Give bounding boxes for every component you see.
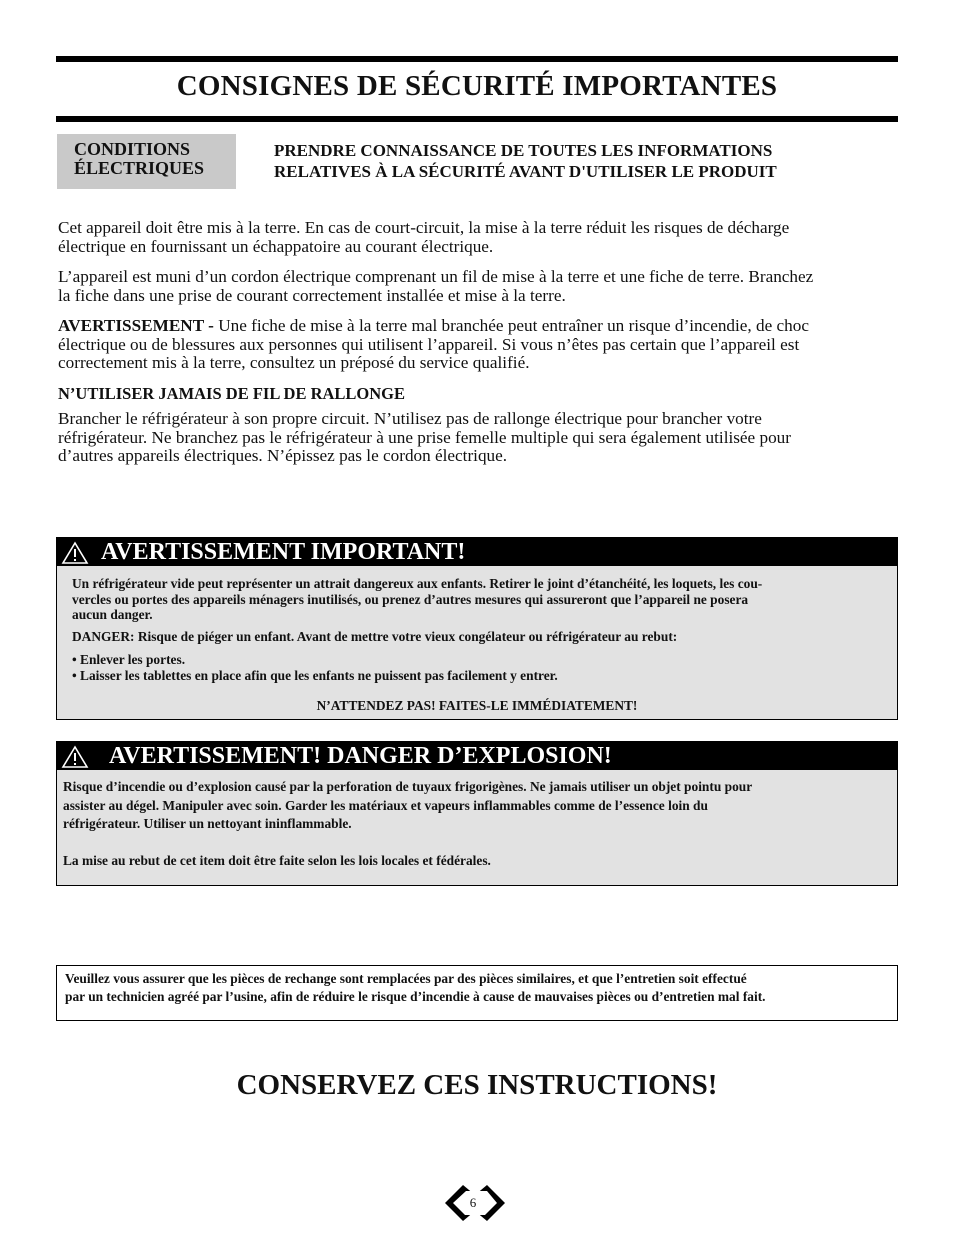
closing-line: N’ATTENDEZ PAS! FAITES-LE IMMÉDIATEMENT! xyxy=(316,698,638,713)
keep-instructions-title: CONSERVEZ CES INSTRUCTIONS! xyxy=(236,1069,718,1101)
paragraph-text: Une fiche de mise à la terre mal branchée peut entraîner un risque d’incendie, de choc xyxy=(213,316,809,335)
grounding-paragraph xyxy=(58,219,898,256)
paragraph-line: L’appareil est muni d’un cordon électrique comprenant un fil de mise à la terre et une fiche de terre. Branchez xyxy=(58,267,814,286)
explosion-warning-text xyxy=(63,778,752,834)
paragraph-line: Brancher le réfrigérateur à son propre circuit. N’utilisez pas de rallonge électrique pour brancher votre xyxy=(58,409,762,428)
explosion-warning-title: AVERTISSEMENT! DANGER D’EXPLOSION! xyxy=(109,743,612,769)
warning-lead: AVERTISSEMENT - xyxy=(58,316,214,335)
warning-line: vercles ou portes des appareils ménagers inutilisés, ou prenez d’autres mesures qui assureront que l’appareil ne posera xyxy=(72,591,749,607)
bullet-item: • Laisser les tablettes en place afin que les enfants ne puissent pas facilement y entrer. xyxy=(72,667,558,683)
notice-line: par un technicien agréé par l’usine, afin de réduire le risque d’incendie à cause de mauvaises pièces ou d’entretien mal fait. xyxy=(65,989,766,1004)
notice-line: Veuillez vous assurer que les pièces de rechange sont remplacées par des pièces similaires, et que l’entretien soit effectué xyxy=(65,971,747,986)
bullet-item: • Enlever les portes. xyxy=(72,652,186,667)
paragraph-line: Cet appareil doit être mis à la terre. En cas de court-circuit, la mise à la terre réduit les risques de décharge xyxy=(58,218,790,237)
warning-line: assister au dégel. Manipuler avec soin. Garder les matériaux et vapeurs inflammables comme de l’essence loin du xyxy=(63,797,708,813)
extension-cord-paragraph xyxy=(58,410,898,466)
page-number: 6 xyxy=(469,1195,477,1210)
paragraph-line: correctement mis à la terre, consultez un préposé du service qualifié. xyxy=(58,353,530,372)
safety-notice-line: PRENDRE CONNAISSANCE DE TOUTES LES INFORMATIONS xyxy=(274,141,773,160)
paragraph-line xyxy=(58,317,898,336)
paragraph-line: réfrigérateur. Ne branchez pas le réfrigérateur à une prise femelle multiple qui sera également utilisée pour xyxy=(58,427,791,447)
warning-line: Risque d’incendie ou d’explosion causé par la perforation de tuyaux frigorigènes. Ne jamais utiliser un objet pointu pour xyxy=(63,779,753,794)
cord-paragraph xyxy=(58,268,898,305)
disposal-line: La mise au rebut de cet item doit être faite selon les lois locales et fédérales. xyxy=(63,853,491,868)
warning-line: réfrigérateur. Utiliser un nettoyant ininflammable. xyxy=(63,816,352,831)
important-warning-box xyxy=(56,537,898,720)
paragraph-line: électrique en fournissant un échappatoire au courant électrique. xyxy=(58,236,494,256)
page-title: CONSIGNES DE SÉCURITÉ IMPORTANTES xyxy=(176,70,778,102)
conditions-label xyxy=(74,140,204,178)
paragraph-line: électrique ou de blessures aux personnes qui utilisent l’appareil. Si vous n’êtes pas certain que l’appareil est xyxy=(58,334,800,354)
paragraph-line: d’autres appareils électriques. N’épissez pas le cordon électrique. xyxy=(58,446,508,465)
explosion-warning-box xyxy=(56,741,898,886)
danger-line: DANGER: Risque de piéger un enfant. Avant de mettre votre vieux congélateur ou réfrigérateur au rebut: xyxy=(72,629,678,644)
warning-line: aucun danger. xyxy=(72,607,153,622)
extension-cord-heading: N’UTILISER JAMAIS DE FIL DE RALLONGE xyxy=(58,384,406,403)
top-thick-rule xyxy=(56,56,898,62)
safety-notice xyxy=(274,140,777,182)
replacement-parts-notice xyxy=(56,965,898,1021)
conditions-label-line: CONDITIONS xyxy=(74,139,191,159)
bullet-list xyxy=(72,652,558,683)
conditions-label-line: ÉLECTRIQUES xyxy=(74,158,205,178)
important-warning-header xyxy=(57,538,897,566)
important-warning-text xyxy=(72,576,762,623)
title-bottom-rule xyxy=(56,116,898,122)
paragraph-line: la fiche dans une prise de courant correctement installée et mise à la terre. xyxy=(58,285,566,305)
explosion-warning-header xyxy=(57,742,897,770)
safety-notice-line: RELATIVES À LA SÉCURITÉ AVANT D'UTILISER LE PRODUIT xyxy=(274,162,777,181)
parts-notice-text xyxy=(65,970,766,1006)
warning-triangle-icon xyxy=(61,745,89,769)
warning-paragraph xyxy=(58,317,898,373)
warning-line: Un réfrigérateur vide peut représenter un attrait dangereux aux enfants. Retirer le joint d’étanchéité, les loquets, les cou- xyxy=(72,576,763,591)
important-warning-title: AVERTISSEMENT IMPORTANT! xyxy=(101,539,466,565)
warning-triangle-icon xyxy=(61,541,89,565)
